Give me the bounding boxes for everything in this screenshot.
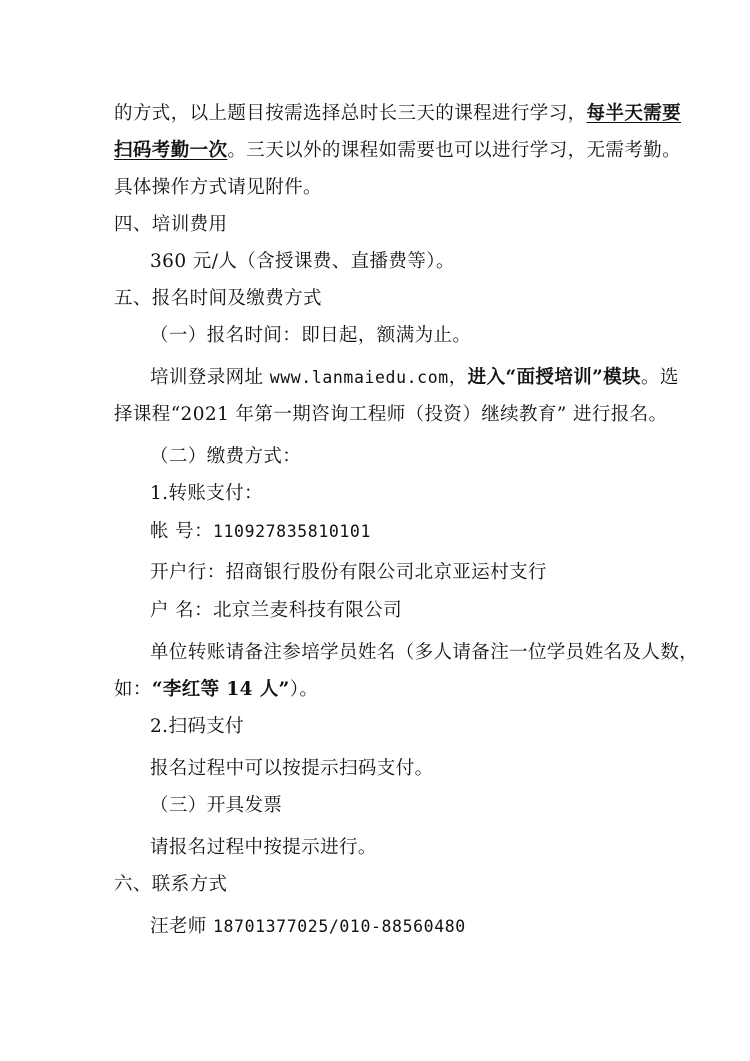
transfer-title (0, 480, 750, 508)
account-value: 110927835810101 (212, 522, 371, 541)
remark-line-1 (0, 639, 750, 667)
intro-text: 具体操作方式请见附件。 (114, 177, 322, 198)
scan-title (0, 713, 750, 741)
registration-time (0, 322, 750, 350)
account-name-label: 户 名： (150, 600, 213, 621)
contact-line (0, 913, 750, 941)
contact-name: 汪老师 (150, 916, 213, 937)
attendance-emphasis: 每半天需要 (586, 103, 682, 124)
scan-desc-text: 报名过程中可以按提示扫码支付。 (150, 758, 434, 779)
section-heading: 五、报名时间及缴费方式 (114, 288, 322, 309)
course-text: 择课程“2021 年第一期咨询工程师（投资）继续教育” 进行报名。 (114, 404, 668, 425)
transfer-title-text: 1.转账支付： (150, 483, 263, 504)
intro-line-2 (0, 137, 750, 165)
payment-method-heading (0, 443, 750, 471)
login-text: ， (448, 367, 468, 388)
course-line (0, 401, 750, 429)
subsection-heading: （三）开具发票 (150, 795, 283, 816)
remark-line-2 (0, 676, 750, 704)
remark-text: ）。 (289, 679, 319, 700)
module-emphasis: 进入“面授培训”模块 (467, 367, 641, 388)
intro-text: 。三天以外的课程如需要也可以进行学习，无需考勤。 (227, 140, 682, 161)
scan-desc (0, 755, 750, 783)
remark-text: 单位转账请备注参培学员姓名（多人请备注一位学员姓名及人数， (150, 642, 699, 663)
attendance-emphasis-cont: 扫码考勤一次 (114, 140, 228, 161)
section-heading: 四、培训费用 (114, 214, 228, 235)
login-text: 。选 (640, 367, 679, 388)
account-label: 帐 号： (150, 521, 213, 542)
invoice-desc-text: 请报名过程中按提示进行。 (150, 837, 377, 858)
invoice-desc (0, 834, 750, 862)
fee-text: 360 元/人（含授课费、直播费等）。 (150, 251, 455, 272)
subsection-heading: （二）缴费方式： (150, 446, 302, 467)
login-text: 培训登录网址 (150, 367, 270, 388)
login-url-link[interactable]: www.lanmaiedu.com (269, 368, 449, 387)
subsection-heading: （一）报名时间：即日起，额满为止。 (150, 325, 472, 346)
scan-title-text: 2.扫码支付 (150, 716, 245, 737)
bank-value: 招商银行股份有限公司北京亚运村支行 (225, 562, 547, 583)
bank-label: 开户行： (150, 562, 226, 583)
login-line (0, 364, 750, 392)
account-name-value: 北京兰麦科技有限公司 (212, 600, 402, 621)
fee-line (0, 248, 750, 276)
invoice-heading (0, 792, 750, 820)
account-name-line (0, 597, 750, 625)
section-4-heading (0, 211, 750, 239)
remark-example: “李红等 14 人” (151, 679, 290, 700)
section-5-heading (0, 285, 750, 313)
bank-line (0, 559, 750, 587)
intro-line-3 (0, 174, 750, 202)
contact-phone: 18701377025/010-88560480 (212, 917, 466, 936)
account-line (0, 518, 750, 546)
intro-text: 的方式，以上题目按需选择总时长三天的课程进行学习， (114, 103, 587, 124)
section-6-heading (0, 871, 750, 899)
remark-text: 如： (114, 679, 152, 700)
intro-line-1 (0, 100, 750, 128)
section-heading: 六、联系方式 (114, 874, 228, 895)
